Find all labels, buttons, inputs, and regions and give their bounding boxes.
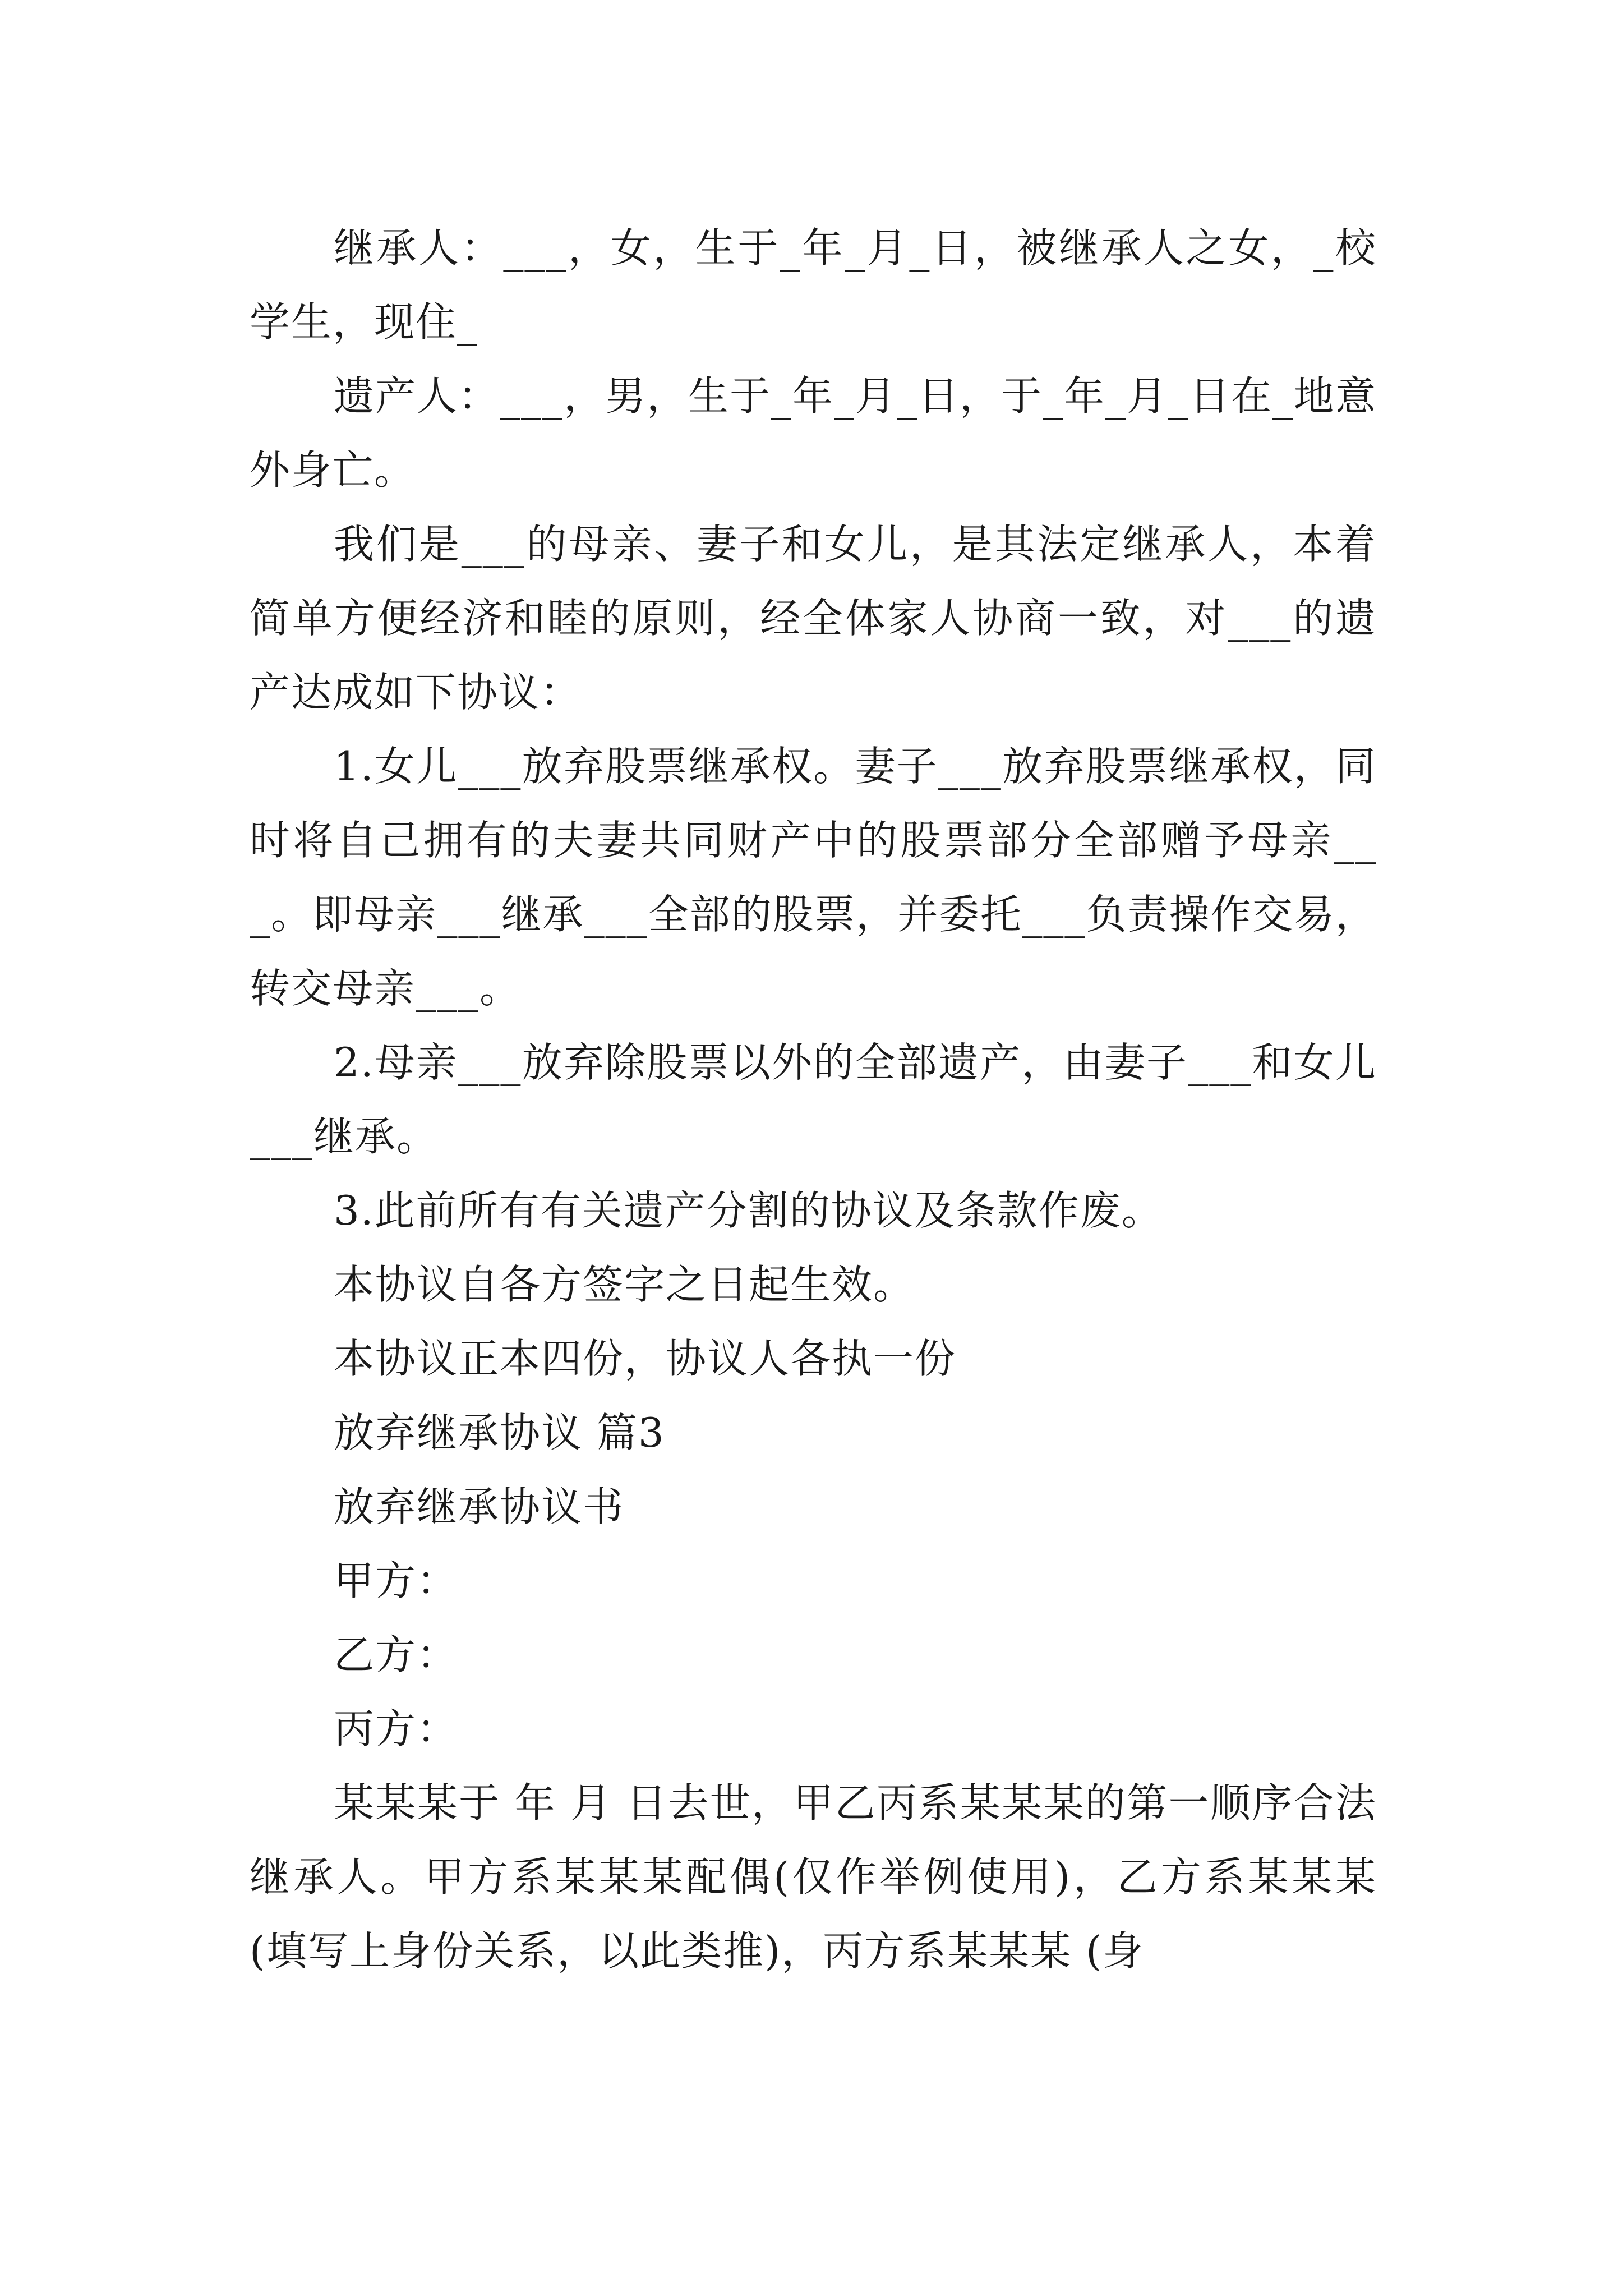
clause-3-paragraph: 3.此前所有有关遗产分割的协议及条款作废。 [334,1187,1163,1234]
clause-2-paragraph: 2.母亲___放弃除股票以外的全部遗产，由妻子___和女儿___继承。 [250,1039,1377,1160]
party-c-line: 丙方： [334,1705,459,1752]
document-body [250,211,1391,1988]
party-a-line: 甲方： [334,1557,459,1604]
party-b-line: 乙方： [334,1631,459,1678]
document-title: 放弃继承协议书 [334,1483,625,1530]
clause-1-paragraph: 1.女儿___放弃股票继承权。妻子___放弃股票继承权，同时将自己拥有的夫妻共同财产中的股票部分全部赠予母亲___。即母亲___继承___全部的股票，并委托___负责操作交易，转交母亲___。 [250,743,1377,1012]
deceased-info-paragraph: 遗产人：___，男，生于_年_月_日，于_年_月_日在_地意外身亡。 [250,372,1377,494]
decedent-statement-paragraph: 某某某于 年 月 日去世，甲乙丙系某某某的第一顺序合法继承人。甲方系某某某配偶(仅作举例使用)，乙方系某某某 (填写上身份关系，以此类推)，丙方系某某某 (身 [250,1779,1391,1975]
copies-paragraph: 本协议正本四份，协议人各执一份 [334,1335,957,1382]
agreement-intro-paragraph: 我们是___的母亲、妻子和女儿，是其法定继承人，本着简单方便经济和睦的原则，经全体家人协商一致，对___的遗产达成如下协议： [250,521,1377,716]
heir-info-paragraph: 继承人：___，女，生于_年_月_日，被继承人之女，_校学生，现住_ [250,224,1377,346]
section-heading: 放弃继承协议 篇3 [334,1409,665,1456]
effective-date-paragraph: 本协议自各方签字之日起生效。 [334,1261,915,1308]
